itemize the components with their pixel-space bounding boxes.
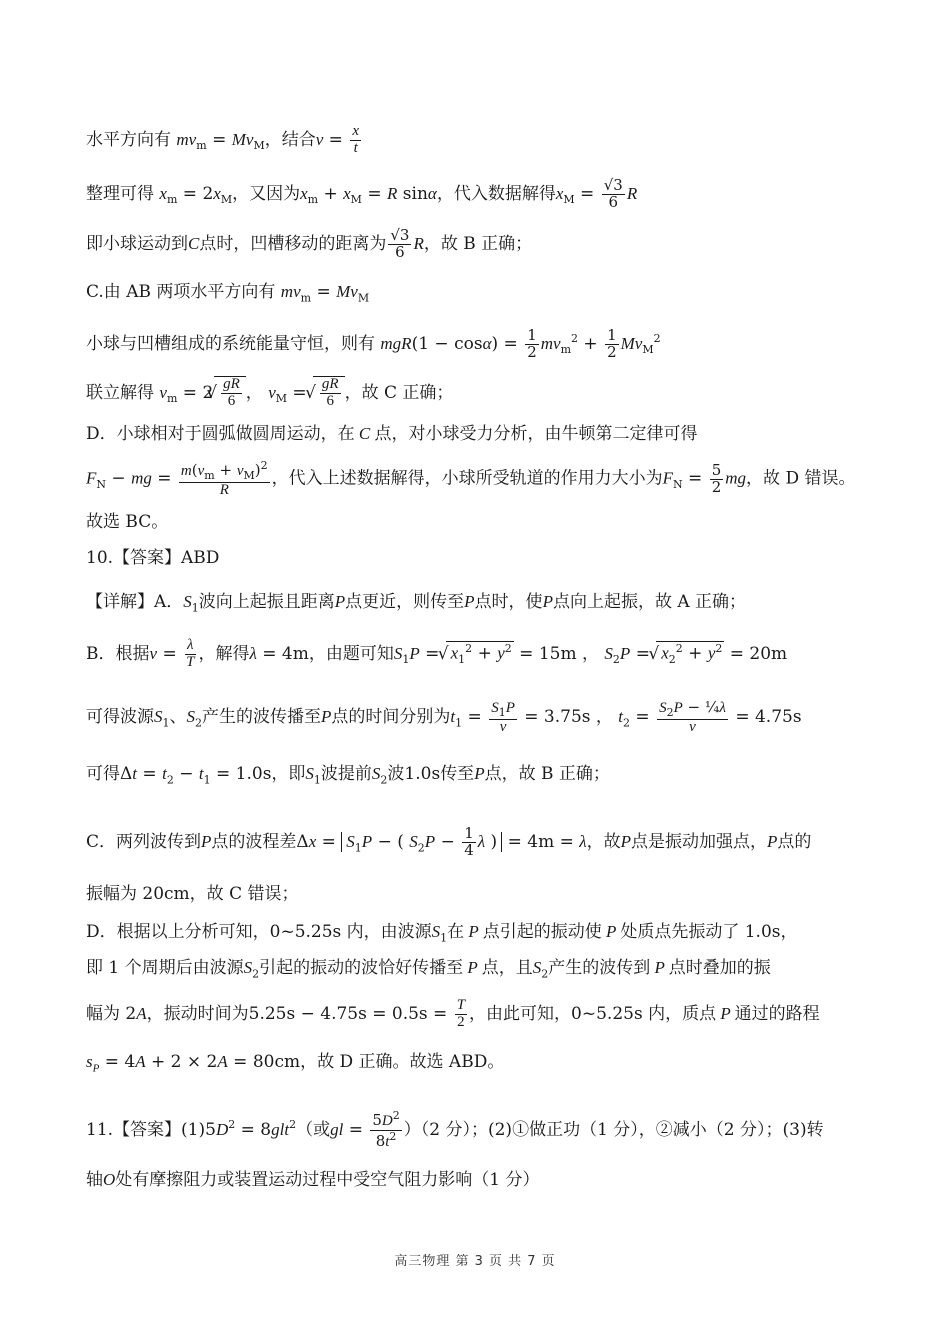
text-line: 整理可得 $x_m = 2x_M$，又因为$x_m + x_M = R$ sinα，代入数据解得$x_M$ = $\frac{√3}{6}$ R [86,176,638,211]
text-line: 可得波源$S_1$、$S_2$产生的波传播至P点的时间分别为$t_1$ = $\frac{S_1P}{v}$ = 3.75s ， $t_2$ = $\frac{S_2P - \frac{1}{4}\lambda}{v}$ = 4.75s [86,698,802,735]
text-line: D．根据以上分析可知，0~5.25s 内，由波源$S_1$在 P 点引起的振动使 P 处质点先振动了 1.0s， [86,922,798,945]
text-line: C．两列波传到P点的波程差$\Delta x = S_1P$ − ( $S_2P$ − $\frac{1}{4}$ λ ) = 4m = λ，故P点是振动加强点，P点的 [86,824,812,859]
text-line: $s_P = 4A + 2 \times 2A = 80cm$，故 D 正确。故选 ABD。 [86,1052,505,1075]
page-footer: 高三物理 第 3 页 共 7 页 [394,1254,556,1269]
text-line: 可得$\Delta t = t_2 - t_1 = 1.0s$，即$S_1$波提前$S_2$波1.0s传至P点，故 B 正确； [86,764,610,787]
text: 水平方向有 [86,129,171,150]
text-line: 故选 BC。 [86,512,169,532]
text-line: D．小球相对于圆弧做圆周运动，在 C 点，对小球受力分析，由牛顿第二定律可得 [86,424,698,444]
text-line: 幅为 2A，振动时间为5.25s − 4.75s = 0.5s = $\frac{T}{2}$ ，由此可知，0~5.25s 内，质点 P 通过的路程 [86,997,820,1030]
text-line: 小球与凹槽组成的系统能量守恒，则有 mgR(1 − cosα) = $\frac{1}{2}$ $mv_m^2$ + $\frac{1}{2}$ $Mv_M^2$ [86,326,661,361]
text-line: 【详解】A．$S_1$波向上起振且距离P点更近，则传至P点时，使P点向上起振，故 A 正确； [86,592,747,615]
text-line: 即小球运动到C点时，凹槽移动的距离为 $\frac{√3}{6}$ R，故 B 正确； [86,226,533,261]
text-line: $F_N$ − mg = $\frac{m(v_m + v_M)^2}{R}$ ，代入上述数据解得，小球所受轨道的作用力大小为$F_N$ = $\frac{5}{2}$ mg，故 D 错误。 [86,459,856,498]
text-line: 轴O处有摩擦阻力或装置运动过程中受空气阻力影响（1 分） [86,1170,540,1190]
text-line: 联立解得 $v_m = 2$ √ $\frac{gR}{6}$ ， $v_M$ = √ $\frac{gR}{6}$ ，故 C 正确； [86,376,453,410]
text-line: 即 1 个周期后由波源$S_2$引起的振动的波恰好传播至 P 点，且$S_2$产生的波传到 P 点时叠加的振 [86,958,771,981]
text-line: C.由 AB 两项水平方向有 $mv_m = Mv_M$ [86,282,370,305]
answer-heading: 10.【答案】ABD [86,548,220,568]
text-line: 11.【答案】$(1)5D^2 = 8glt^2$（或gl = $\frac{5D^2}{8t^2}$ ）（2 分）；(2)①做正功（1 分），②减小（2 分）；(3)转 [86,1109,824,1150]
text-line: 水平方向有 $mv_m = Mv_M$，结合v = $\frac{x}{t}$ [86,123,359,156]
text-line: 振幅为 20cm，故 C 错误； [86,884,299,904]
text-line: B．根据v = $\frac{\lambda}{T}$ ，解得λ = 4m，由题可知$S_1P$ = √ $x_1^2 + y^2 = 15m$ ， $S_2P$ = √ $x_2^2 + y^2 = 20m$ [86,638,787,671]
